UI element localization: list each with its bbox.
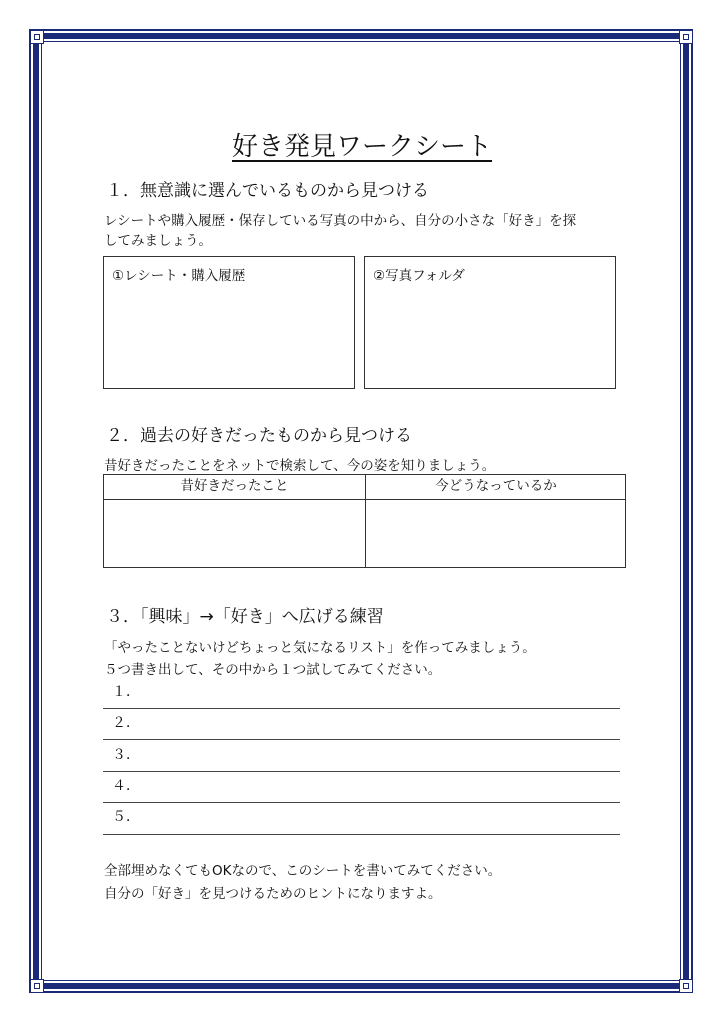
past-likes-table bbox=[103, 474, 626, 568]
list-item-line[interactable] bbox=[103, 771, 620, 772]
list-item-number: ３． bbox=[112, 747, 140, 763]
footer-text-line2: 自分の「好き」を見つけるためのヒントになりますよ。 bbox=[104, 886, 442, 902]
page-title bbox=[0, 126, 724, 163]
list-item-line[interactable] bbox=[103, 802, 620, 803]
section2-heading: ２．過去の好きだったものから見つける bbox=[106, 426, 412, 446]
list-item-line[interactable] bbox=[103, 708, 620, 709]
past-likes-cell[interactable] bbox=[104, 500, 364, 567]
receipt-history-box[interactable] bbox=[103, 256, 355, 389]
page-title-text: 好き発見ワークシート bbox=[231, 132, 492, 162]
section1-heading: １．無意識に選んでいるものから見つける bbox=[106, 181, 429, 201]
list-item-number: ４． bbox=[112, 778, 140, 794]
frame-corner-ornament bbox=[679, 979, 693, 993]
section1-text-line2: してみましょう。 bbox=[104, 233, 212, 249]
photo-folder-label: ②写真フォルダ bbox=[373, 268, 465, 284]
photo-folder-box[interactable] bbox=[364, 256, 616, 389]
list-item-line[interactable] bbox=[103, 834, 620, 835]
list-item-line[interactable] bbox=[103, 739, 620, 740]
list-item-number: ５． bbox=[112, 809, 140, 825]
frame-corner-ornament bbox=[30, 30, 44, 44]
table-header-past-likes: 昔好きだったこと bbox=[180, 478, 289, 494]
footer-text-line1: 全部埋めなくてもOKなので、このシートを書いてみてください。 bbox=[104, 863, 502, 879]
receipt-history-label: ①レシート・購入履歴 bbox=[112, 268, 246, 284]
frame-corner-ornament bbox=[679, 30, 693, 44]
section2-text: 昔好きだったことをネットで検索して、今の姿を知りましょう。 bbox=[104, 458, 496, 474]
list-item-number: １． bbox=[112, 684, 140, 700]
list-item-number: ２． bbox=[112, 715, 140, 731]
section3-text-line2: ５つ書き出して、その中から１つ試してみてください。 bbox=[104, 662, 442, 678]
table-header-now: 今どうなっているか bbox=[435, 478, 557, 494]
frame-corner-ornament bbox=[30, 979, 44, 993]
section3-heading: ３．「興味」→「好き」へ広げる練習 bbox=[106, 607, 384, 627]
section3-text-line1: 「やったことないけどちょっと気になるリスト」を作ってみましょう。 bbox=[104, 640, 536, 656]
section1-text-line1: レシートや購入履歴・保存している写真の中から、自分の小さな「好き」を探 bbox=[104, 213, 577, 229]
now-status-cell[interactable] bbox=[366, 500, 625, 567]
